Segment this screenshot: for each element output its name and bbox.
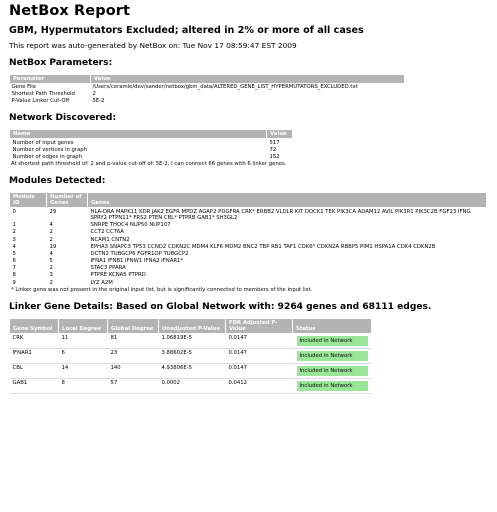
module-genes: IFNA1 IFNB1 IFNW1 IFNA2 IFNAR1* [90, 258, 184, 265]
module-genes: CCT2 CCT6A [90, 229, 124, 236]
module-id: 4 [12, 243, 16, 250]
params-row [10, 91, 405, 98]
module-row [10, 250, 487, 257]
module-genes: HLA-DRA MAPK11 KDR JAK2 EGFR MPDZ AGAP2 PDGFRA CRK* ERBB2 VLDLR KIT DOCK1 TEK PIK3CA ADAM12 AVIL PIK3R1 PIK3C2B FGF23 IFNG SPRY2 PTPN11* FRS2 PTEN CBL* PTPRB GAB1* SH3GL2 [90, 208, 471, 221]
module-genes: DCTN2 TUBGCP6 FGFR1OP TUBGCP2 [90, 250, 189, 257]
module-gene-count: 2 [49, 265, 53, 272]
module-gene-count: 19 [49, 243, 57, 250]
network-heading: Network Discovered: [9, 113, 117, 124]
linker-table [9, 318, 372, 394]
linker-fdr-p: 0.0147 [226, 349, 293, 364]
report-subtitle: GBM, Hypermutators Excluded; altered in 2% or more of all cases [9, 25, 364, 36]
module-row [10, 222, 487, 229]
modules-header-count: Number of Genes [47, 193, 88, 208]
module-row [10, 279, 487, 286]
network-note: At shortest path threshold of: 2 and p-value cut-off of: 5E-2, I can connect 66 genes with 6 linker genes. [11, 161, 287, 168]
linker-fdr-p: 0.0412 [226, 379, 293, 394]
status-badge: Included in Network [296, 380, 369, 392]
network-value: 152 [269, 153, 280, 160]
linker-global-degree: 81 [108, 334, 159, 349]
linker-section [9, 302, 490, 394]
params-heading: NetBox Parameters: [9, 58, 113, 68]
network-name: Number of vertices in graph [12, 146, 88, 153]
module-id: 0 [12, 208, 16, 215]
modules-table [9, 192, 487, 286]
status-badge: Included in Network [296, 350, 369, 362]
module-gene-count: 3 [49, 272, 53, 279]
linker-status [293, 379, 372, 394]
module-genes: NCAM1 CNTN2 [90, 236, 130, 243]
linker-local-degree: 6 [59, 349, 108, 364]
linker-row [10, 349, 372, 364]
module-gene-count: 5 [49, 258, 53, 265]
module-row [10, 257, 487, 264]
module-genes: LYZ A2M [90, 279, 113, 286]
module-id: 3 [12, 236, 16, 243]
linker-symbol: CBL [10, 364, 59, 379]
module-row [10, 229, 487, 236]
module-row [10, 208, 487, 222]
module-id: 9 [12, 279, 16, 286]
network-value: 72 [269, 146, 277, 153]
network-section [9, 113, 490, 167]
modules-heading: Modules Detected: [9, 176, 106, 187]
linker-header-fdr: FDR Adjusted P-Value [226, 319, 293, 334]
module-gene-count: 2 [49, 279, 53, 286]
linker-local-degree: 14 [59, 364, 108, 379]
network-name: Number of edges in graph [12, 153, 82, 160]
params-row [10, 98, 405, 105]
linker-symbol: IFNAR1 [10, 349, 59, 364]
status-badge: Included in Network [296, 365, 369, 377]
modules-header-genes: Genes [88, 193, 487, 208]
linker-row [10, 364, 372, 379]
linker-heading: Linker Gene Details: Based on Global Network with: 9264 genes and 68111 edges. [9, 302, 432, 313]
module-row [10, 265, 487, 272]
module-row [10, 272, 487, 279]
linker-status [293, 349, 372, 364]
linker-fdr-p: 0.0147 [226, 334, 293, 349]
network-row [10, 139, 293, 147]
linker-unadjusted-p: 0.0002 [159, 379, 226, 394]
linker-header-unadjusted: Unadjusted P-Value [159, 319, 226, 334]
linker-global-degree: 57 [108, 379, 159, 394]
module-id: 8 [12, 272, 16, 279]
module-id: 2 [12, 229, 16, 236]
network-header-value: Value [267, 130, 293, 139]
linker-header-global: Global Degree [108, 319, 159, 334]
linker-fdr-p: 0.0147 [226, 364, 293, 379]
params-section [9, 58, 490, 104]
linker-header-status: Status [293, 319, 372, 334]
param-name: P-Value Linker Cut-Off [11, 97, 70, 104]
module-id: 6 [12, 258, 16, 265]
status-badge: Included in Network [296, 335, 369, 347]
linker-unadjusted-p: 3.88602E-5 [159, 349, 226, 364]
linker-symbol: CRK [10, 334, 59, 349]
generated-timestamp: This report was auto-generated by NetBox on: Tue Nov 17 08:59:47 EST 2009 [9, 41, 297, 50]
param-name: Shortest Path Threshold [11, 91, 75, 98]
module-gene-count: 2 [49, 236, 53, 243]
linker-header-local: Local Degree [59, 319, 108, 334]
network-row [10, 146, 293, 153]
linker-status [293, 364, 372, 379]
module-id: 5 [12, 250, 16, 257]
linker-unadjusted-p: 4.93806E-5 [159, 364, 226, 379]
network-header-name: Name [10, 130, 267, 139]
module-gene-count: 4 [49, 250, 53, 257]
module-genes: SNRPE THOC4 NUP50 NUP107 [90, 222, 171, 229]
param-name: Gene File [11, 84, 37, 91]
module-genes: PTPRE KCNA5 PTPRD [90, 272, 146, 279]
linker-symbol: GAB1 [10, 379, 59, 394]
param-value: 2 [92, 91, 96, 98]
linker-global-degree: 140 [108, 364, 159, 379]
linker-local-degree: 8 [59, 379, 108, 394]
modules-section [9, 176, 490, 293]
module-row [10, 243, 487, 250]
params-row [10, 84, 405, 91]
param-value: 5E-2 [92, 97, 105, 104]
linker-status [293, 334, 372, 349]
linker-header-symbol: Gene Symbol [10, 319, 59, 334]
module-gene-count: 2 [49, 229, 53, 236]
module-genes: EPHA3 SNAPC3 TP53 CCND2 CDKN2C MDM4 KLF6 MDM2 BNC2 TBP RB1 TAF1 CDK6* CDKN2A RBBP5 PIM1 HSPA1A CDK4 CDKN2B [90, 243, 436, 250]
module-gene-count: 4 [49, 222, 53, 229]
module-gene-count: 29 [49, 208, 57, 215]
module-id: 7 [12, 265, 16, 272]
params-header-parameter: Parameter [10, 75, 91, 84]
network-name: Number of input genes [12, 139, 74, 146]
linker-row [10, 379, 372, 394]
modules-note: * Linker gene was not present in the original input list, but is significantly connected to members of the input list. [11, 287, 313, 294]
network-table [9, 129, 293, 160]
params-header-value: Value [91, 75, 405, 84]
module-id: 1 [12, 222, 16, 229]
param-value: /Users/ceramie/dev/sander/netbox/gbm_data/ALTERED_GENE_LIST_HYPERMUTATORS_EXCLUDED.txt [92, 84, 358, 91]
module-row [10, 236, 487, 243]
module-genes: STAC3 PPARA [90, 265, 126, 272]
params-table [9, 74, 405, 104]
linker-local-degree: 11 [59, 334, 108, 349]
linker-global-degree: 23 [108, 349, 159, 364]
linker-unadjusted-p: 1.06819E-5 [159, 334, 226, 349]
modules-header-id: Module ID [10, 193, 47, 208]
network-value: 517 [269, 139, 280, 146]
network-row [10, 153, 293, 160]
page-title: NetBox Report [9, 3, 131, 19]
linker-row [10, 334, 372, 349]
